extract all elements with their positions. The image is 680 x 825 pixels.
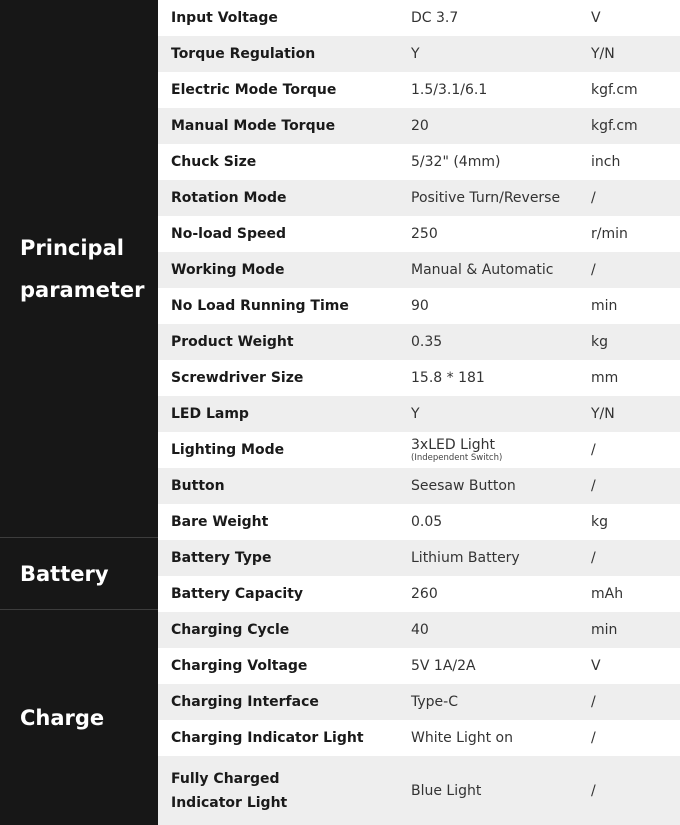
param-value <box>398 437 590 464</box>
table-row <box>158 108 680 144</box>
param-value: 5/32" (4mm) <box>411 154 501 170</box>
param-value: Lithium Battery <box>411 550 520 566</box>
table-row <box>158 540 680 576</box>
param-value: Y <box>411 406 420 422</box>
param-value: Seesaw Button <box>411 478 516 494</box>
table-row <box>158 720 680 756</box>
table-row <box>158 216 680 252</box>
table-row <box>158 360 680 396</box>
param-value: Blue Light <box>411 782 482 799</box>
table-row <box>158 324 680 360</box>
param-value: 90 <box>411 298 429 314</box>
param-value: Positive Turn/Reverse <box>411 190 561 206</box>
param-name: Chuck Size <box>171 154 257 170</box>
param-name: Charging Cycle <box>171 622 290 638</box>
param-unit: V <box>591 10 601 26</box>
param-unit: / <box>591 442 596 458</box>
param-value-note: (Independent Switch) <box>411 452 503 463</box>
param-name: Product Weight <box>171 334 294 350</box>
param-unit: Y/N <box>591 46 615 62</box>
param-value: 40 <box>411 622 429 638</box>
param-unit: / <box>591 550 596 566</box>
param-unit: / <box>591 694 596 710</box>
param-name: Battery Capacity <box>171 586 304 602</box>
param-name: No Load Running Time <box>171 298 349 314</box>
param-value: 20 <box>411 118 429 134</box>
param-name: Bare Weight <box>171 514 269 530</box>
param-name: Manual Mode Torque <box>171 118 336 134</box>
table-row <box>158 0 680 36</box>
param-name: LED Lamp <box>171 406 249 422</box>
param-value: 250 <box>411 226 438 242</box>
param-name: Screwdriver Size <box>171 370 304 386</box>
param-name: Electric Mode Torque <box>171 82 337 98</box>
param-name: Working Mode <box>171 262 285 278</box>
table-row <box>158 648 680 684</box>
param-value: 260 <box>411 586 438 602</box>
param-unit: kg <box>591 514 608 530</box>
param-value: 15.8 * 181 <box>411 370 485 386</box>
category-label: Charge <box>20 705 105 730</box>
param-unit: / <box>591 262 596 278</box>
table-row <box>158 288 680 324</box>
param-value: Manual & Automatic <box>411 262 554 278</box>
table-row <box>158 144 680 180</box>
param-value: DC 3.7 <box>411 10 459 26</box>
param-name: Charging Interface <box>171 694 319 710</box>
param-unit: V <box>591 658 601 674</box>
table-row <box>158 252 680 288</box>
param-name-line: Fully Charged <box>171 770 280 787</box>
param-unit: inch <box>591 154 621 170</box>
param-value: 5V 1A/2A <box>411 658 476 674</box>
param-unit: min <box>591 622 618 638</box>
param-unit: min <box>591 298 618 314</box>
table-row <box>158 756 680 825</box>
table-row <box>158 612 680 648</box>
param-value: 0.35 <box>411 334 443 350</box>
param-value: 1.5/3.1/6.1 <box>411 82 488 98</box>
param-name: Torque Regulation <box>171 46 316 62</box>
table-row <box>158 576 680 612</box>
param-unit: kgf.cm <box>591 82 638 98</box>
spec-rows <box>158 0 680 825</box>
param-name: Input Voltage <box>171 10 278 26</box>
category-charge <box>0 609 158 825</box>
param-value: 0.05 <box>411 514 443 530</box>
param-unit: / <box>591 730 596 746</box>
category-label: Principal <box>20 235 124 260</box>
table-row <box>158 36 680 72</box>
param-unit: kgf.cm <box>591 118 638 134</box>
category-principal-parameter <box>0 0 158 537</box>
param-name: Charging Voltage <box>171 658 308 674</box>
param-unit: / <box>591 190 596 206</box>
category-battery <box>0 537 158 609</box>
table-row <box>158 468 680 504</box>
param-name: Lighting Mode <box>171 442 285 458</box>
param-unit: r/min <box>591 226 628 242</box>
param-name: Button <box>171 478 225 494</box>
param-name: No-load Speed <box>171 226 287 242</box>
table-row <box>158 396 680 432</box>
param-name: Rotation Mode <box>171 190 287 206</box>
category-column <box>0 0 158 825</box>
param-name-line: Indicator Light <box>171 794 288 811</box>
param-value: Type-C <box>411 694 458 710</box>
table-row <box>158 432 680 468</box>
param-unit: / <box>591 782 596 799</box>
param-value-main: 3xLED Light <box>411 436 496 453</box>
table-row <box>158 72 680 108</box>
param-value: White Light on <box>411 730 513 746</box>
table-row <box>158 684 680 720</box>
param-unit: / <box>591 478 596 494</box>
table-row <box>158 180 680 216</box>
param-unit: Y/N <box>591 406 615 422</box>
param-name <box>158 767 398 815</box>
param-unit: mAh <box>591 586 624 602</box>
param-name: Charging Indicator Light <box>171 730 364 746</box>
table-row <box>158 504 680 540</box>
category-label: parameter <box>20 277 145 302</box>
param-name: Battery Type <box>171 550 272 566</box>
param-unit: kg <box>591 334 608 350</box>
param-unit: mm <box>591 370 619 386</box>
param-value: Y <box>411 46 420 62</box>
category-label: Battery <box>20 561 109 586</box>
